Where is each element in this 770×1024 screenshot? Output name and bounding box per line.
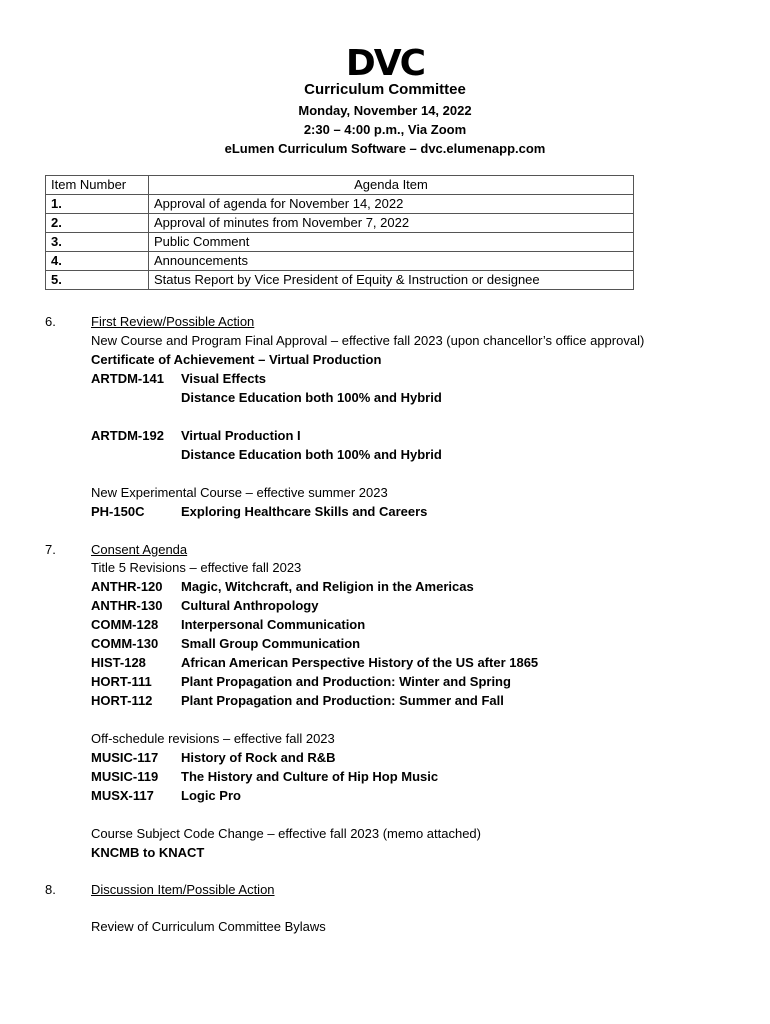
dvc-logo: DVC <box>345 43 425 84</box>
title5-heading: Title 5 Revisions – effective fall 2023 <box>91 560 302 575</box>
col-item-number: Item Number <box>46 176 149 195</box>
committee-title: Curriculum Committee <box>304 81 466 98</box>
code-change-value: KNCMB to KNACT <box>91 845 205 860</box>
table-row <box>46 233 634 252</box>
course-title: Interpersonal Communication <box>181 617 366 632</box>
row-number: 5. <box>46 271 149 290</box>
course-title: Small Group Communication <box>181 636 361 651</box>
course-code: PH-150C <box>91 504 145 519</box>
course-code: MUSIC-117 <box>91 750 159 765</box>
bylaws-review: Review of Curriculum Committee Bylaws <box>91 919 326 934</box>
table-row <box>46 271 634 290</box>
row-item: Approval of minutes from November 7, 2022 <box>149 214 634 233</box>
software-line: eLumen Curriculum Software – dvc.elumenapp.com <box>224 141 546 156</box>
course-code: ARTDM-192 <box>91 428 164 443</box>
row-item: Status Report by Vice President of Equity & Instruction or designee <box>149 271 634 290</box>
row-item: Approval of agenda for November 14, 2022 <box>149 195 634 214</box>
row-item: Public Comment <box>149 233 634 252</box>
section-number: 7. <box>45 542 56 557</box>
experimental-course-heading: New Experimental Course – effective summer 2023 <box>91 485 388 500</box>
course-code: ANTHR-130 <box>91 598 163 613</box>
course-title: Exploring Healthcare Skills and Careers <box>181 504 428 519</box>
course-code: MUSX-117 <box>91 788 154 803</box>
table-row <box>46 195 634 214</box>
table-header-row <box>46 176 634 195</box>
offschedule-heading: Off-schedule revisions – effective fall 2023 <box>91 731 335 746</box>
course-title: Virtual Production I <box>181 428 301 443</box>
course-title: History of Rock and R&B <box>181 750 336 765</box>
section-title: Consent Agenda <box>91 542 188 557</box>
course-detail: Distance Education both 100% and Hybrid <box>181 447 442 462</box>
course-title: Logic Pro <box>181 788 241 803</box>
table-row <box>46 214 634 233</box>
meeting-date: Monday, November 14, 2022 <box>298 103 472 118</box>
course-title: Cultural Anthropology <box>181 598 319 613</box>
section-6-line1: New Course and Program Final Approval – effective fall 2023 (upon chancellor’s office approval) <box>91 333 645 348</box>
section-number: 6. <box>45 314 56 329</box>
course-title: African American Perspective History of the US after 1865 <box>181 655 539 670</box>
row-item: Announcements <box>149 252 634 271</box>
course-code: COMM-130 <box>91 636 159 651</box>
course-detail: Distance Education both 100% and Hybrid <box>181 390 442 405</box>
row-number: 2. <box>46 214 149 233</box>
section-title: First Review/Possible Action <box>91 314 255 329</box>
table-row <box>46 252 634 271</box>
course-title: Plant Propagation and Production: Winter and Spring <box>181 674 511 689</box>
course-code: HORT-112 <box>91 693 153 708</box>
course-code: COMM-128 <box>91 617 159 632</box>
course-title: The History and Culture of Hip Hop Music <box>181 769 439 784</box>
course-code: MUSIC-119 <box>91 769 159 784</box>
meeting-time: 2:30 – 4:00 p.m., Via Zoom <box>303 122 467 137</box>
row-number: 1. <box>46 195 149 214</box>
agenda-table <box>45 175 634 290</box>
course-code: ARTDM-141 <box>91 371 164 386</box>
code-change-heading: Course Subject Code Change – effective fall 2023 (memo attached) <box>91 826 481 841</box>
course-code: HIST-128 <box>91 655 146 670</box>
course-code: HORT-111 <box>91 674 152 689</box>
section-title: Discussion Item/Possible Action <box>91 882 275 897</box>
course-code: ANTHR-120 <box>91 579 163 594</box>
course-title: Plant Propagation and Production: Summer and Fall <box>181 693 504 708</box>
course-title: Magic, Witchcraft, and Religion in the Americas <box>181 579 474 594</box>
section-6-certificate: Certificate of Achievement – Virtual Production <box>91 352 382 367</box>
col-agenda-item: Agenda Item <box>149 176 634 195</box>
row-number: 4. <box>46 252 149 271</box>
section-number: 8. <box>45 882 56 897</box>
row-number: 3. <box>46 233 149 252</box>
course-title: Visual Effects <box>181 371 267 386</box>
